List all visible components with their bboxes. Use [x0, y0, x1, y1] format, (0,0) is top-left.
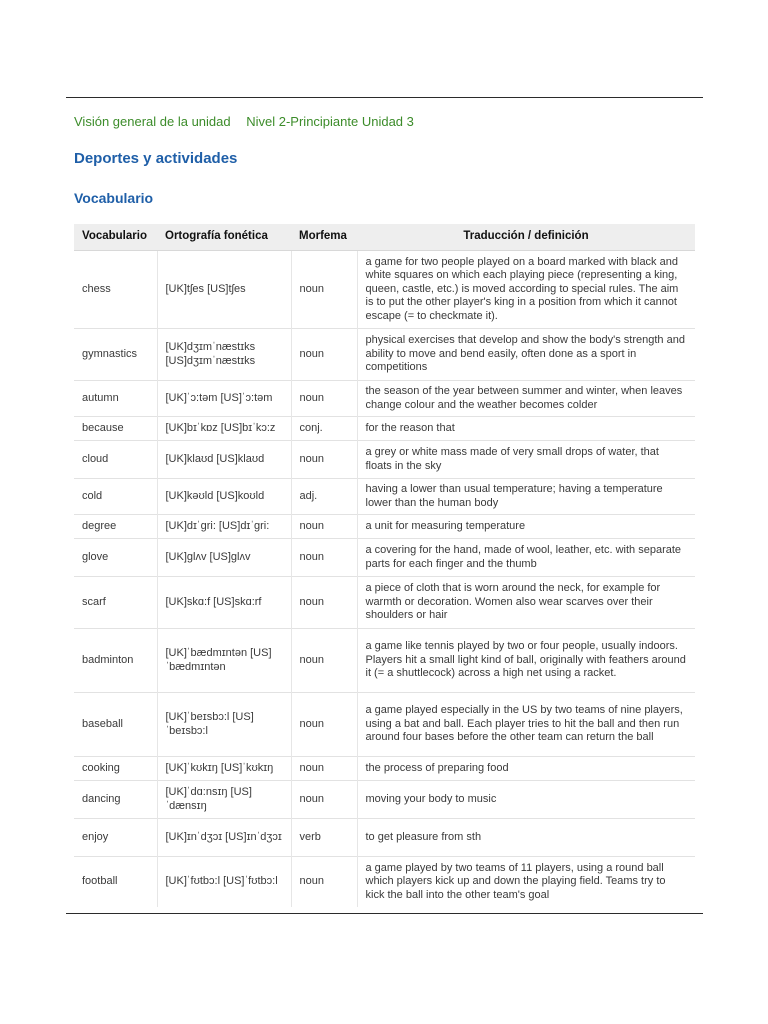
cell-morpheme: noun [291, 515, 357, 539]
cell-morpheme: noun [291, 857, 357, 907]
header-definition: Traducción / definición [357, 224, 695, 251]
cell-morpheme: noun [291, 693, 357, 757]
cell-phonetic: [UK]ˈkʊkɪŋ [US]ˈkʊkɪŋ [157, 757, 291, 781]
cell-definition: a game like tennis played by two or four people, usually indoors. Players hit a small light kind of ball, originally with feathers around it (= a shuttlecock) across a high net using a racket. [357, 629, 695, 693]
header-morpheme: Morfema [291, 224, 357, 251]
cell-phonetic: [UK]klaʊd [US]klaʊd [157, 441, 291, 479]
table-row [74, 693, 695, 757]
cell-phonetic: [UK]ˈdɑ:nsɪŋ [US]ˈdænsɪŋ [157, 781, 291, 819]
cell-morpheme: noun [291, 539, 357, 577]
cell-word: cold [74, 479, 157, 515]
breadcrumb [74, 114, 414, 129]
cell-word: cooking [74, 757, 157, 781]
cell-morpheme: noun [291, 441, 357, 479]
cell-definition: a covering for the hand, made of wool, leather, etc. with separate parts for each finger and the thumb [357, 539, 695, 577]
table-header-row [74, 224, 695, 251]
table-row [74, 441, 695, 479]
cell-word: baseball [74, 693, 157, 757]
cell-word: dancing [74, 781, 157, 819]
header-vocabulary: Vocabulario [74, 224, 157, 251]
cell-morpheme: noun [291, 781, 357, 819]
cell-morpheme: adj. [291, 479, 357, 515]
cell-morpheme: noun [291, 757, 357, 781]
cell-phonetic: [UK]dɪˈgri: [US]dɪˈgri: [157, 515, 291, 539]
vocabulary-table [74, 224, 695, 907]
cell-word: football [74, 857, 157, 907]
page-title: Deportes y actividades [74, 150, 238, 167]
cell-definition: for the reason that [357, 417, 695, 441]
cell-phonetic: [UK]tʃes [US]tʃes [157, 251, 291, 329]
cell-definition: a game for two people played on a board marked with black and white squares on which each playing piece (representing a king, queen, castle, etc.) is moved according to special rules. The aim is to put the other player's king in a position from which it cannot escape (= to checkmate it). [357, 251, 695, 329]
cell-definition: a game played especially in the US by two teams of nine players, using a bat and ball. Each player tries to hit the ball and then run around four bases before the other team can return the ball [357, 693, 695, 757]
cell-definition: a unit for measuring temperature [357, 515, 695, 539]
cell-phonetic: [UK]ɪnˈdʒɔɪ [US]ɪnˈdʒɔɪ [157, 819, 291, 857]
table-row [74, 629, 695, 693]
cell-morpheme: noun [291, 381, 357, 417]
cell-word: chess [74, 251, 157, 329]
cell-word: enjoy [74, 819, 157, 857]
bottom-divider [66, 913, 703, 914]
cell-phonetic: [UK]glʌv [US]glʌv [157, 539, 291, 577]
table-row [74, 539, 695, 577]
table-row [74, 251, 695, 329]
cell-morpheme: noun [291, 629, 357, 693]
cell-definition: the process of preparing food [357, 757, 695, 781]
cell-phonetic: [UK]dʒɪmˈnæstɪks [US]dʒɪmˈnæstɪks [157, 329, 291, 381]
table-row [74, 515, 695, 539]
table-row [74, 417, 695, 441]
cell-morpheme: noun [291, 577, 357, 629]
table-row [74, 577, 695, 629]
breadcrumb-overview[interactable]: Visión general de la unidad [74, 114, 231, 129]
cell-word: cloud [74, 441, 157, 479]
cell-definition: physical exercises that develop and show the body's strength and ability to move and bend easily, often done as a sport in competitions [357, 329, 695, 381]
cell-word: gymnastics [74, 329, 157, 381]
table-row [74, 757, 695, 781]
cell-phonetic: [UK]ˈfʊtbɔ:l [US]ˈfʊtbɔ:l [157, 857, 291, 907]
header-phonetic: Ortografía fonética [157, 224, 291, 251]
table-row [74, 819, 695, 857]
cell-phonetic: [UK]ˈbeɪsbɔ:l [US]ˈbeɪsbɔ:l [157, 693, 291, 757]
cell-definition: having a lower than usual temperature; having a temperature lower than the human body [357, 479, 695, 515]
cell-word: autumn [74, 381, 157, 417]
cell-definition: a piece of cloth that is worn around the neck, for example for warmth or decoration. Women also wear scarves over their shoulders or hair [357, 577, 695, 629]
breadcrumb-level[interactable]: Nivel 2-Principiante Unidad 3 [246, 114, 414, 129]
cell-phonetic: [UK]kəʊld [US]koʊld [157, 479, 291, 515]
table-row [74, 479, 695, 515]
cell-phonetic: [UK]ˈɔ:təm [US]ˈɔ:təm [157, 381, 291, 417]
cell-phonetic: [UK]skɑ:f [US]skɑ:rf [157, 577, 291, 629]
table-row [74, 381, 695, 417]
cell-definition: the season of the year between summer and winter, when leaves change colour and the weather becomes colder [357, 381, 695, 417]
cell-word: scarf [74, 577, 157, 629]
cell-word: badminton [74, 629, 157, 693]
cell-definition: to get pleasure from sth [357, 819, 695, 857]
table-row [74, 329, 695, 381]
cell-phonetic: [UK]ˈbædmɪntən [US]ˈbædmɪntən [157, 629, 291, 693]
cell-definition: a grey or white mass made of very small drops of water, that floats in the sky [357, 441, 695, 479]
section-title: Vocabulario [74, 190, 154, 206]
cell-morpheme: noun [291, 251, 357, 329]
cell-word: glove [74, 539, 157, 577]
cell-morpheme: conj. [291, 417, 357, 441]
cell-definition: a game played by two teams of 11 players, using a round ball which players kick up and down the playing field. Teams try to kick the ball into the other team's goal [357, 857, 695, 907]
cell-word: degree [74, 515, 157, 539]
cell-morpheme: verb [291, 819, 357, 857]
cell-morpheme: noun [291, 329, 357, 381]
top-divider [66, 97, 703, 98]
cell-word: because [74, 417, 157, 441]
table-row [74, 781, 695, 819]
table-row [74, 857, 695, 907]
cell-definition: moving your body to music [357, 781, 695, 819]
cell-phonetic: [UK]bɪˈkɒz [US]bɪˈkɔ:z [157, 417, 291, 441]
